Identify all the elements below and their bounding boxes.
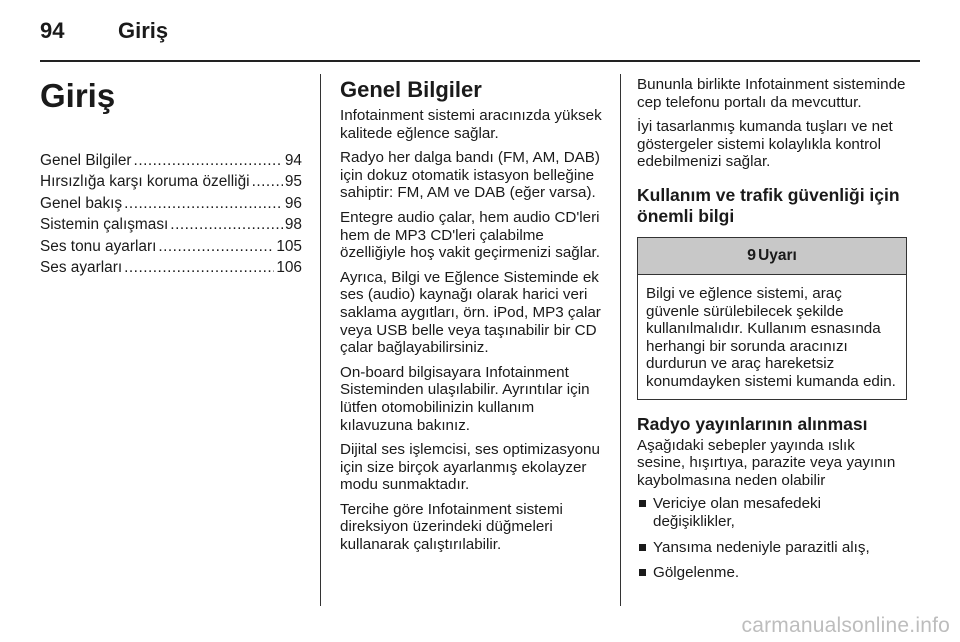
toc-entry-page: 95 [284,173,302,191]
toc-entry-label: Genel Bilgiler [40,152,132,169]
toc-leader-dots [252,171,283,192]
chapter-title: Giriş [40,77,116,114]
chapter-column [40,72,302,278]
safety-heading: Kullanım ve trafik güvenliği için önemli bilgi [637,184,900,226]
toc-entry-label: Ses tonu ayarları [40,237,157,255]
table-of-contents [40,150,302,278]
warning-header [638,238,906,275]
radio-intro: Aşağıdaki sebepler yayında ıslık sesine, hışırtıya, parazite veya yayının kaybolmasına neden olabilir [637,436,896,489]
toc-entry-label: Sistemin çalışması [40,216,169,234]
toc-entry-page: 96 [284,194,302,212]
column-divider [620,74,621,606]
toc-entry[interactable] [40,214,302,235]
body-paragraph: Dijital ses işlemcisi, ses optimizasyonu için size birçok ayarlanmış ekolayzer modu sunmaktadır. [340,441,600,494]
body-paragraph: On-board bilgisayara Infotainment Sisteminden ulaşılabilir. Ayrıntılar için lütfen otomobilinizin kullanım kılavuzuna bakınız. [340,363,590,434]
toc-entry-page: 94 [284,152,302,169]
body-paragraph: Ayrıca, Bilgi ve Eğlence Sisteminde ek ses (audio) kaynağı olarak harici veri saklama aygıtları, örn. iPod, MP3 çalar veya USB belle veya taşınabilir bir CD çalar bağlayabilirsiniz. [340,268,601,357]
toc-entry-label: Ses ayarları [40,259,123,277]
bullet-square-icon [639,500,646,507]
body-paragraph: Infotainment sistemi aracınızda yüksek kalitede eğlence sağlar. [340,107,602,142]
toc-leader-dots [170,214,283,235]
toc-entry[interactable] [40,171,302,192]
list-item-text: Gölgelenme. [653,564,740,582]
list-item-text: Vericiye olan mesafedeki değişiklikler, [653,495,821,530]
toc-entry-page: 105 [276,237,302,255]
section-column-secondary [637,76,907,590]
toc-entry-label: Genel bakış [40,194,123,212]
running-title: Giriş [118,18,169,43]
toc-entry-page: 106 [276,259,302,277]
list-item [637,539,907,557]
toc-leader-dots [158,236,274,257]
toc-leader-dots [124,257,274,278]
toc-entry[interactable] [40,150,302,171]
toc-entry[interactable] [40,236,302,257]
bullet-square-icon [639,544,646,551]
warning-title: Uyarı [758,246,797,264]
radio-bullet-list [637,495,907,581]
body-paragraph: Entegre audio çalar, hem audio CD'leri hem de MP3 CD'leri çalabilme özelliğiyle hoş vakit geçirmenizi sağlar. [340,208,600,262]
toc-entry-page: 98 [284,216,302,234]
warning-text: Bilgi ve eğlence sistemi, araç güvenle sürülebilecek şekilde kullanılmalıdır. Kullanım esnasında herhangi bir sorunda aracınızı durdurun ve araç hareketsiz konumdayken sistemi kumanda edin. [646,284,896,390]
watermark: carmanualsonline.info [741,614,950,637]
body-paragraph: Tercihe göre Infotainment sistemi direksiyon üzerindeki düğmeleri kullanarak çalıştırılabilir. [340,500,563,554]
section-column-main [340,72,606,561]
bullet-square-icon [639,569,646,576]
body-paragraph: İyi tasarlanmış kumanda tuşları ve net göstergeler sistemi kolaylıkla kontrol edebilmenizi sağlar. [637,118,893,171]
radio-heading: Radyo yayınlarının alınması [637,413,868,434]
page-header [40,14,920,54]
body-paragraph: Bununla birlikte Infotainment sisteminde cep telefonu portalı da mevcuttur. [637,76,906,111]
page-number: 94 [40,18,65,43]
toc-leader-dots [134,150,283,171]
list-item [637,564,907,582]
toc-leader-dots [124,193,283,214]
section-title: Genel Bilgiler [340,77,482,102]
column-divider [320,74,321,606]
body-paragraph: Radyo her dalga bandı (FM, AM, DAB) için dokuz otomatik istasyon belleğine sahiptir: FM, AM ve DAB (eğer varsa). [340,149,600,202]
header-rule [40,60,920,62]
toc-entry[interactable] [40,257,302,278]
list-item-text: Yansıma nedeniyle parazitli alış, [653,538,870,556]
warning-box [637,237,907,400]
toc-entry-label: Hırsızlığa karşı koruma özelliği [40,173,250,191]
list-item [637,495,907,530]
toc-entry[interactable] [40,193,302,214]
warning-triangle-icon: 9 [747,246,757,264]
